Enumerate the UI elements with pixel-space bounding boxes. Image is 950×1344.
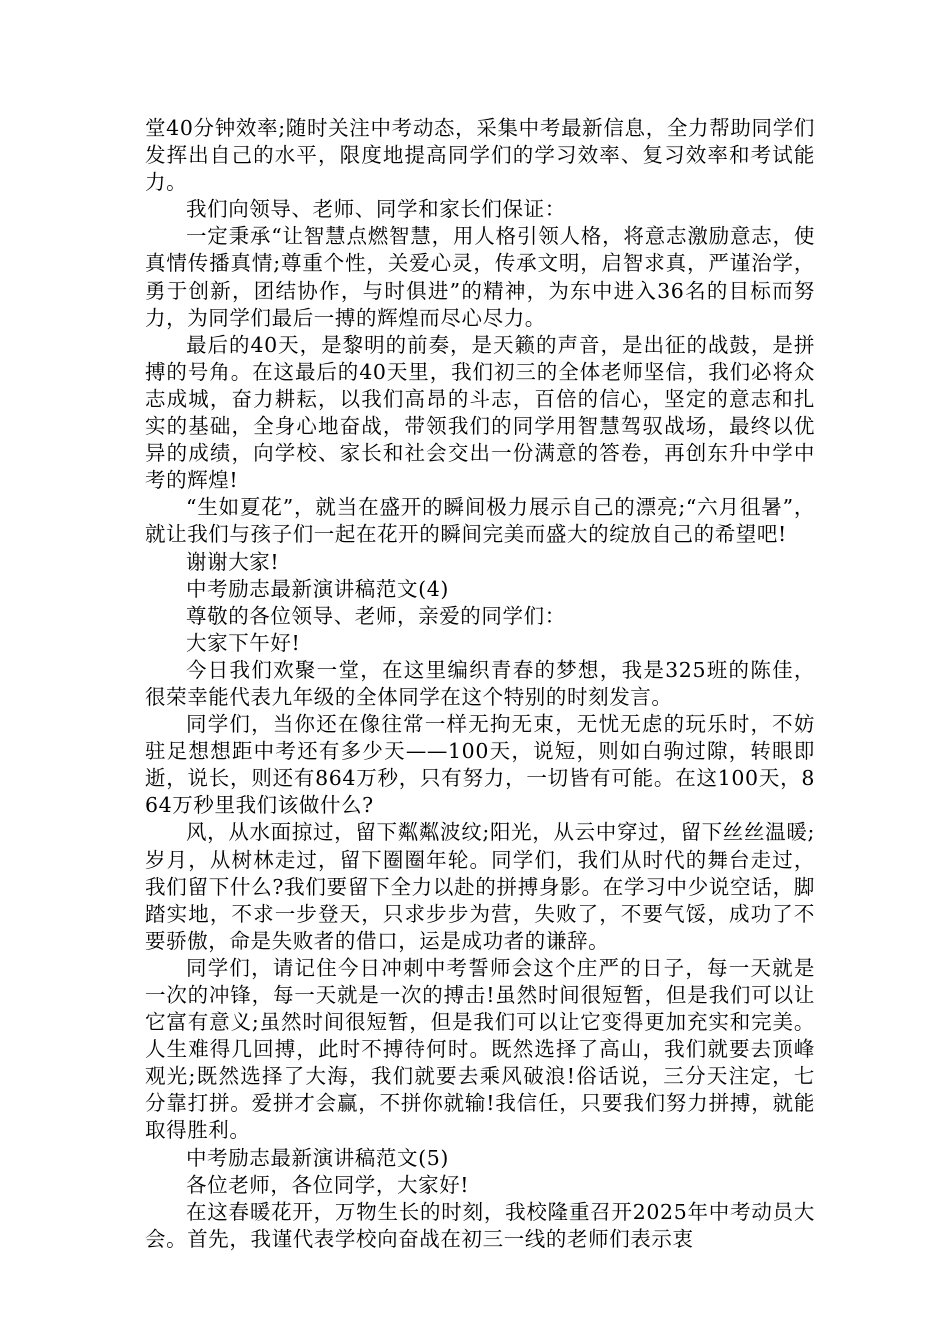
paragraph: 风，从水面掠过，留下粼粼波纹;阳光，从云中穿过，留下丝丝温暖;岁月，从树林走过，留下圈圈年轮。同学们，我们从时代的舞台走过，我们留下什么?我们要留下全力以赴的拼搏身影。在学习中少说空话，脚踏实地，不求一步登天，只求步步为营，失败了，不要气馁，成功了不要骄傲，命是失败者的借口，运是成功者的谦辞。 — [145, 820, 815, 953]
greeting: 大家下午好! — [186, 630, 301, 655]
section-heading: 中考励志最新演讲稿范文(5) — [186, 1145, 449, 1170]
paragraph: 同学们，当你还在像往常一样无拘无束，无忧无虑的玩乐时，不妨驻足想想距中考还有多少天——100天，说短，则如白驹过隙，转眼即逝，说长，则还有864万秒，只有努力，一切皆有可能。在这100天，864万秒里我们该做什么? — [145, 712, 815, 818]
paragraph: 今日我们欢聚一堂，在这里编织青春的梦想，我是325班的陈佳，很荣幸能代表九年级的全体同学在这个特别的时刻发言。 — [145, 657, 815, 709]
paragraph: 堂40分钟效率;随时关注中考动态，采集中考最新信息，全力帮助同学们发挥出自己的水平，限度地提高同学们的学习效率、复习效率和考试能力。 — [145, 116, 815, 195]
paragraph: 我们向领导、老师、同学和家长们保证： — [186, 197, 566, 222]
document-body — [145, 115, 815, 1253]
paragraph: “生如夏花”，就当在盛开的瞬间极力展示自己的漂亮;“六月徂暑”，就让我们与孩子们一起在花开的瞬间完美而盛大的绽放自己的希望吧! — [145, 495, 815, 547]
salutation: 尊敬的各位领导、老师，亲爱的同学们： — [186, 603, 566, 628]
paragraph: 谢谢大家! — [186, 549, 280, 574]
paragraph: 同学们，请记住今日冲刺中考誓师会这个庄严的日子，每一天就是一次的冲锋，每一天就是一次的搏击!虽然时间很短暂，但是我们可以让它富有意义;虽然时间很短暂，但是我们可以让它变得更加充实和完美。人生难得几回搏，此时不搏待何时。既然选择了高山，我们就要去顶峰观光;既然选择了大海，我们就要去乘风破浪!俗话说，三分天注定，七分靠打拼。爱拼才会赢，不拼你就输!我信任，只要我们努力拼搏，就能取得胜利。 — [145, 955, 815, 1143]
paragraph: 一定秉承“让智慧点燃智慧，用人格引领人格，将意志激励意志，使真情传播真情;尊重个性，关爱心灵，传承文明，启智求真，严谨治学，勇于创新，团结协作，与时俱进”的精神，为东中进入36名的目标而努力，为同学们最后一搏的辉煌而尽心尽力。 — [145, 224, 815, 330]
salutation: 各位老师，各位同学，大家好! — [186, 1172, 470, 1197]
section-heading: 中考励志最新演讲稿范文(4) — [186, 576, 449, 601]
paragraph: 在这春暖花开，万物生长的时刻，我校隆重召开2025年中考动员大会。首先，我谨代表学校向奋战在初三一线的老师们表示衷 — [145, 1199, 815, 1251]
paragraph: 最后的40天，是黎明的前奏，是天籁的声音，是出征的战鼓，是拼搏的号角。在这最后的40天里，我们初三的全体老师坚信，我们必将众志成城，奋力耕耘，以我们高昂的斗志，百倍的信心，坚定的意志和扎实的基础，全身心地奋战，带领我们的同学用智慧驾驭战场，最终以优异的成绩，向学校、家长和社会交出一份满意的答卷，再创东升中学中考的辉煌! — [145, 332, 815, 493]
